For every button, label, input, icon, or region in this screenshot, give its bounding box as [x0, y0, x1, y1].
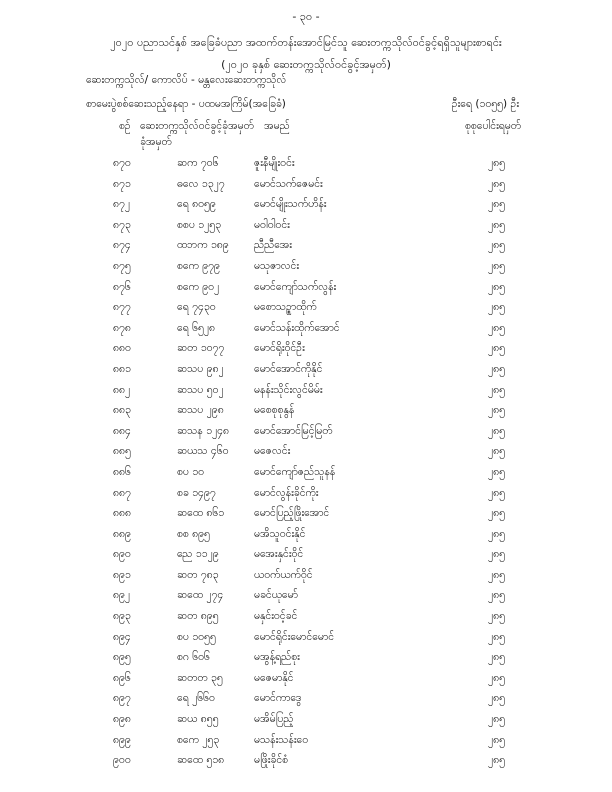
- table-row: [0, 445, 612, 466]
- row-number: ၈၇၀: [113, 157, 131, 169]
- table-row: [0, 322, 612, 343]
- table-row: [0, 281, 612, 302]
- row-name: မအေးနှင်းဝိုင်: [254, 548, 304, 561]
- row-name: မစေစုစုနွန်: [254, 404, 295, 417]
- row-seat-number: စကေ ၉၇၉: [177, 259, 220, 272]
- exam-center-line: စာမေးပွဲစစ်ဆေးသည့်နေရာ - ပထမအကြိမ်(အခြေခံ): [86, 98, 286, 110]
- row-name: မဇေလင်း: [254, 445, 291, 458]
- table-row: [0, 507, 612, 528]
- table-row: [0, 178, 612, 199]
- table-row: [0, 651, 612, 672]
- row-number: ၈၈၆: [113, 465, 131, 478]
- row-seat-number: စကေ ၉၀၂: [177, 280, 220, 293]
- row-name: မဇေမာနိုင်: [254, 671, 294, 684]
- row-marks: ၂၈၅: [487, 321, 505, 334]
- row-seat-number: ရေ ၆၅၂၈: [177, 321, 216, 334]
- row-number: ၈၉၇: [113, 692, 131, 705]
- row-marks: ၂၈၅: [487, 692, 505, 705]
- row-seat-number: ဆသပ ၅၀၂: [177, 383, 224, 396]
- row-name: မောင်ကာဒွေ: [254, 692, 302, 705]
- row-marks: ၂၈၅: [487, 301, 505, 314]
- row-marks: ၂၈၅: [487, 630, 505, 643]
- row-seat-number: ဆထေ ၅၁၈: [177, 754, 225, 767]
- column-header-no: စဉ်: [119, 120, 131, 132]
- row-seat-number: ဆတ ၈၉၅: [177, 610, 219, 623]
- table-row: [0, 569, 612, 590]
- table-row: [0, 425, 612, 446]
- row-marks: ၂၈၅: [487, 548, 505, 561]
- row-name: မောင်သက်ဇေမင်း: [254, 177, 323, 190]
- row-seat-number: စဂ ၆၀၆: [177, 651, 210, 664]
- row-marks: ၂၈၅: [487, 733, 505, 746]
- row-seat-number: စပ ၁၀၅၅: [177, 630, 216, 643]
- row-seat-number: ဆက ၇၀၆: [177, 157, 219, 169]
- row-name: ညီညီအေး: [254, 239, 292, 252]
- row-marks: ၂၈၅: [487, 239, 505, 252]
- row-name: မောင်ရိုင်းမောင်မောင်: [254, 630, 335, 643]
- table-row: [0, 610, 612, 631]
- row-seat-number: ဆသပ ၂၉၈: [177, 404, 224, 417]
- table-row: [0, 672, 612, 693]
- row-number: ၈၈၁: [113, 362, 131, 375]
- row-marks: ၂၈၅: [487, 610, 505, 623]
- row-number: ၈၉၂: [113, 589, 131, 602]
- row-number: ၈၇၅: [113, 259, 131, 272]
- row-number: ၈၈၄: [113, 424, 131, 437]
- row-name: မနန်းသိုင်းလွင်မိမ်း: [254, 383, 323, 396]
- row-marks: ၂၈၅: [487, 362, 505, 375]
- table-row: [0, 466, 612, 487]
- row-name: မနှင်းဝင့်ခင်: [254, 610, 298, 623]
- row-marks: ၂၈၅: [487, 404, 505, 417]
- document-title: ၂၀၂၀ ပညာသင်နှစ် အခြေခံပညာ အထက်တန်းအောင်မြင်သူ ဆေးတက္ကသိုလ်ဝင်ခွင့်ရရှိသူများစာရင်း: [110, 36, 502, 49]
- row-seat-number: ဆထေ ၂၇၄: [177, 589, 224, 602]
- column-header-marks: စုစုပေါင်းရမှတ်: [464, 120, 521, 132]
- row-seat-number: ဆတတ ၃၅: [177, 671, 223, 684]
- table-row: [0, 198, 612, 219]
- row-number: ၈၇၂: [113, 198, 131, 211]
- document-subtitle: (၂၀၂၀ ခုနှစ် ဆေးတက္ကသိုလ်ဝင်ခွင့်အမှတ်): [221, 58, 391, 71]
- table-row: [0, 260, 612, 281]
- row-number: ၈၉၁: [113, 568, 131, 581]
- table-row: [0, 487, 612, 508]
- row-number: ၈၈၂: [113, 383, 131, 396]
- table-row: [0, 754, 612, 775]
- table-row: [0, 239, 612, 260]
- table-row: [0, 342, 612, 363]
- row-name: မောင်ကျော်သက်လွန်း: [254, 280, 337, 293]
- column-header-name: အမည်: [264, 120, 290, 132]
- row-seat-number: စပ ၁၀: [177, 465, 205, 478]
- row-seat-number: ရေ ၈၀၅၉: [177, 198, 216, 211]
- row-number: ၈၇၃: [113, 218, 131, 231]
- row-marks: ၂၈၅: [487, 568, 505, 581]
- row-number: ၈၈၀: [113, 342, 131, 355]
- row-name: ယဝက်ယက်ဝိုင်: [254, 568, 313, 581]
- row-name: မခင်ယုမော်: [254, 589, 298, 602]
- row-marks: ၂၈၅: [487, 589, 505, 602]
- row-number: ၈၇၈: [113, 321, 131, 334]
- row-seat-number: ထဘက ၁၈၉: [177, 239, 229, 252]
- page-number: - ၃၀ -: [292, 10, 320, 23]
- row-marks: ၂၈၅: [487, 713, 505, 726]
- table-row: [0, 589, 612, 610]
- row-name: မောင်ပြည့်ဖြိုးအောင်: [254, 507, 330, 520]
- row-seat-number: ရေ ၂၆၆၀: [177, 692, 215, 705]
- table-row: [0, 548, 612, 569]
- row-name: မဝါဝါဝင်း: [254, 218, 290, 231]
- row-marks: ၂၈၅: [487, 754, 505, 767]
- row-marks: ၂၈၅: [487, 465, 505, 478]
- table-row: [0, 528, 612, 549]
- table-row: [0, 219, 612, 240]
- column-header-reg: ဆေးတက္ကသိုလ်ဝင်ခွင့်ခုံအမှတ်: [140, 120, 254, 132]
- row-name: မောင်အောင်မြင့်မြတ်: [254, 424, 333, 437]
- table-row: [0, 384, 612, 405]
- row-name: မအိသူဝင်းနိုင်: [254, 527, 306, 540]
- row-name: မောင်သန်းထိုက်အောင်: [254, 321, 340, 334]
- row-seat-number: စစ ၈၉၅: [177, 527, 210, 540]
- row-name: မောင်လွန်းခိုင်ကိုး: [254, 486, 319, 499]
- row-number: ၈၉၈: [113, 713, 131, 726]
- table-row: [0, 734, 612, 755]
- row-number: ၈၉၆: [113, 671, 131, 684]
- row-marks: ၂၈၅: [487, 671, 505, 684]
- result-table: [0, 157, 612, 775]
- table-row: [0, 301, 612, 322]
- table-row: [0, 713, 612, 734]
- row-name: မစောသဉ္စာထိုက်: [254, 301, 317, 314]
- row-number: ၈၉၄: [113, 630, 131, 643]
- column-header-reg-line2: ခုံအမှတ်: [140, 136, 172, 148]
- row-name: မောင်အောင်ကိုနိုင်: [254, 362, 323, 375]
- row-marks: ၂၈၅: [487, 507, 505, 520]
- row-number: ၈၉၀: [113, 548, 131, 561]
- row-marks: ၂၈၅: [487, 342, 505, 355]
- row-seat-number: ဆယသ ၄၆၀: [177, 445, 229, 458]
- row-seat-number: ရေ ၇၄၃၀: [177, 301, 216, 314]
- row-marks: ၂၈၅: [487, 651, 505, 664]
- row-name: မောင်မျိုးသက်ဟိန်း: [254, 198, 327, 211]
- row-marks: ၂၈၅: [487, 157, 505, 169]
- row-number: ၈၈၈: [113, 507, 131, 520]
- row-number: ၈၈၉: [113, 527, 131, 540]
- row-seat-number: ဓလေ ၁၃၂၇: [177, 177, 225, 190]
- row-marks: ၂၈၅: [487, 527, 505, 540]
- row-seat-number: ဆယ ၈၅၅: [177, 713, 219, 726]
- row-number: ၈၇၁: [113, 177, 131, 190]
- row-name: မဖြိုးခိုင်စံ: [254, 754, 289, 767]
- row-number: ၈၈၅: [113, 445, 131, 458]
- row-marks: ၂၈၅: [487, 177, 505, 190]
- row-marks: ၂၈၅: [487, 259, 505, 272]
- quota-line: ဦးရေ (၁၀၅၅) ဦး: [451, 98, 519, 110]
- row-name: မသန်းသန်းဝေ: [254, 733, 309, 746]
- row-seat-number: စခ ၁၄၉၇: [177, 486, 216, 499]
- row-name: မသုဇာလင်း: [254, 259, 300, 272]
- row-marks: ၂၈၅: [487, 486, 505, 499]
- row-seat-number: ညေ ၁၁၂၉: [177, 548, 219, 561]
- row-number: ၈၉၃: [113, 610, 131, 623]
- row-name: မောင်ရိုးဝိုင်ဦး: [254, 342, 305, 355]
- row-number: ၈၈၃: [113, 404, 131, 417]
- row-seat-number: စကေ ၂၅၃: [177, 733, 220, 746]
- table-row: [0, 363, 612, 384]
- row-marks: ၂၈၅: [487, 198, 505, 211]
- row-name: မအိမ်ပြည့်: [254, 713, 294, 726]
- row-seat-number: ဆတ ၇၈၃: [177, 568, 219, 581]
- row-seat-number: ဆတ ၁၀၇၇: [177, 342, 225, 355]
- table-row: [0, 404, 612, 425]
- row-seat-number: ဆသပ ၉၈၂: [177, 362, 224, 375]
- row-number: ၈၉၅: [113, 651, 131, 664]
- table-row: [0, 631, 612, 652]
- row-number: ၈၉၉: [113, 733, 131, 746]
- row-number: ၈၇၇: [113, 301, 131, 314]
- row-name: ဇူးနီမျိုးဝင်း: [254, 157, 295, 169]
- table-row: [0, 692, 612, 713]
- row-seat-number: စစပ ၁၂၅၃: [177, 218, 222, 231]
- row-number: ၈၇၄: [113, 239, 131, 252]
- row-name: မောင်ကျော်ဇည်သူနန်: [254, 465, 336, 478]
- row-number: ၈၇၆: [113, 280, 131, 293]
- row-number: ၈၈၇: [113, 486, 131, 499]
- row-number: ၉၀၀: [113, 754, 131, 767]
- row-marks: ၂၈၅: [487, 445, 505, 458]
- table-row: [0, 157, 612, 178]
- row-name: မအွန့်ရည်စုး: [254, 651, 300, 664]
- row-seat-number: ဆသန ၁၂၄၈: [177, 424, 230, 437]
- university-line: ဆေးတက္ကသိုလ်/ ကောလိပ် - မန္တလေးဆေးတက္ကသိုလ်: [86, 74, 287, 86]
- row-marks: ၂၈၅: [487, 218, 505, 231]
- row-marks: ၂၈၅: [487, 280, 505, 293]
- row-marks: ၂၈၅: [487, 383, 505, 396]
- row-seat-number: ဆထေ ၈၆၁: [177, 507, 225, 520]
- row-marks: ၂၈၅: [487, 424, 505, 437]
